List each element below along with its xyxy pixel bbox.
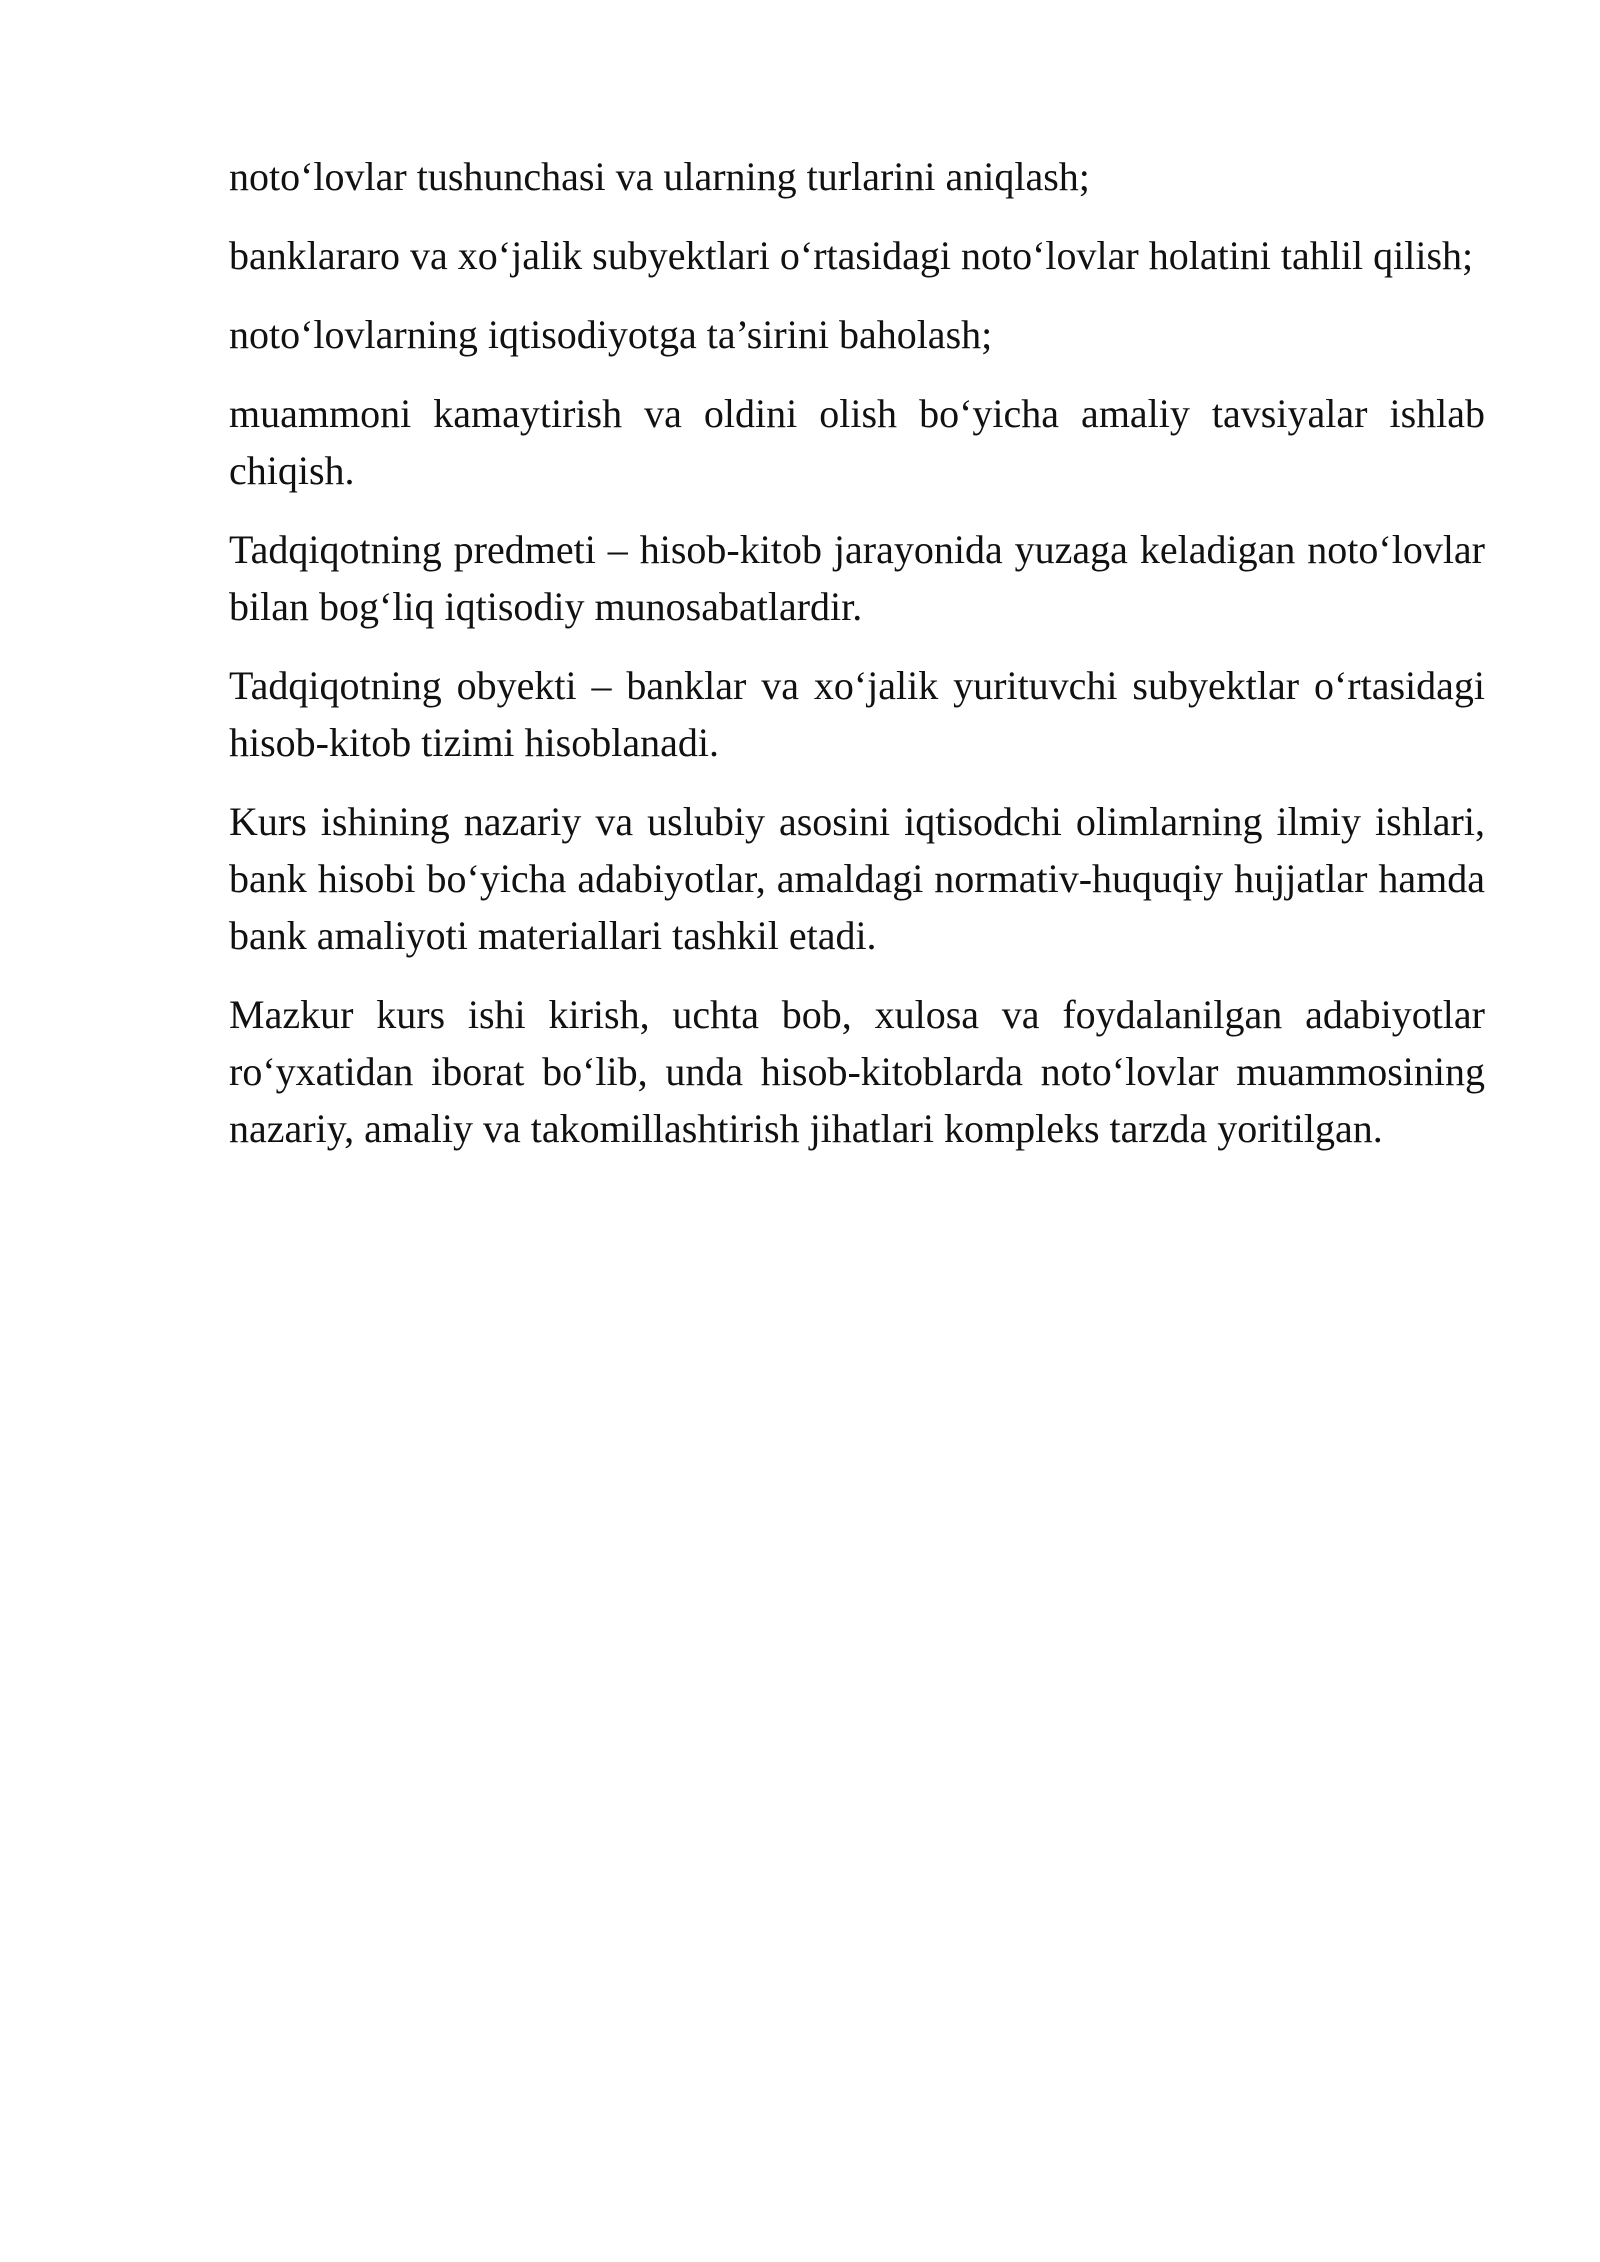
body-text <box>229 148 1485 1179</box>
structure-paragraph: Mazkur kurs ishi kirish, uchta bob, xulosa va foydalanilgan adabiyotlar ro‘yxatidan iborat bo‘lib, unda hisob-kitoblarda noto‘lovlar muammosining nazariy, amaliy va takomillashtirish jihatlari kompleks tarzda yoritilgan. <box>229 992 1485 1151</box>
task-item-recommendations: muammoni kamaytirish va oldini olish bo‘yicha amaliy tavsiyalar ishlab chiqish. <box>229 391 1485 493</box>
methodology-paragraph: Kurs ishining nazariy va uslubiy asosini iqtisodchi olimlarning ilmiy ishlari, bank hisobi bo‘yicha adabiyotlar, amaldagi normativ-huquqiy hujjatlar hamda bank amaliyoti materiallari tashkil etadi. <box>229 799 1485 958</box>
research-subject-paragraph: Tadqiqotning predmeti – hisob-kitob jarayonida yuzaga keladigan noto‘lovlar bilan bog‘liq iqtisodiy munosabatlardir. <box>229 527 1485 629</box>
task-item-analysis: banklararo va xo‘jalik subyektlari o‘rtasidagi noto‘lovlar holatini tahlil qilish; <box>229 233 1474 278</box>
task-item-impact: noto‘lovlarning iqtisodiyotga ta’sirini baholash; <box>229 312 993 357</box>
task-item-definition: noto‘lovlar tushunchasi va ularning turlarini aniqlash; <box>229 154 1090 199</box>
research-object-paragraph: Tadqiqotning obyekti – banklar va xo‘jalik yurituvchi subyektlar o‘rtasidagi hisob-kitob tizimi hisoblanadi. <box>229 663 1485 765</box>
